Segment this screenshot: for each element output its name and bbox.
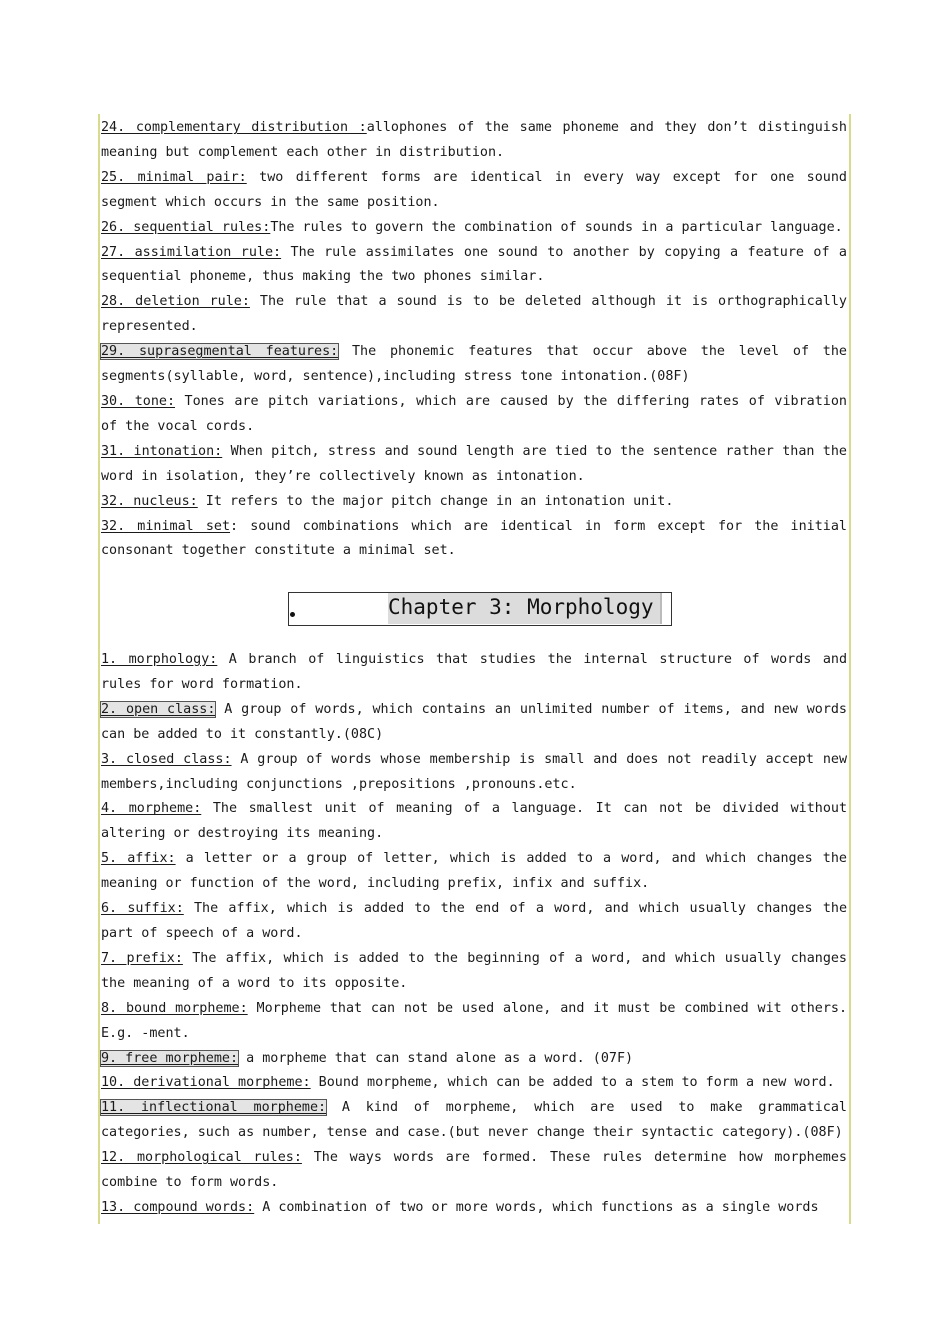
glossary-definition: Morpheme that can not be used alone, and it must be combined wit others. E.g. -ment. xyxy=(101,1000,848,1041)
glossary-definition: A kind of morpheme, which are used to make grammatical categories, such as number, tense and case.(but never change their syntactic category).(08F) xyxy=(101,1100,847,1141)
glossary-entry xyxy=(101,1146,847,1196)
right-margin-bar xyxy=(849,114,851,1224)
glossary-term: 4. morpheme: xyxy=(101,801,202,817)
glossary-term: 32. nucleus: xyxy=(101,493,198,509)
glossary-entry xyxy=(101,947,847,997)
glossary-entry xyxy=(101,748,847,798)
glossary-section-phonology xyxy=(101,116,847,564)
glossary-entry xyxy=(101,1071,847,1096)
glossary-definition: The rule assimilates one sound to another by copying a feature of a sequential phoneme, thus making the two phones similar. xyxy=(101,244,847,285)
glossary-definition: The affix, which is added to the beginning of a word, and which usually changes the meaning of a word to its opposite. xyxy=(101,950,847,991)
glossary-term: 32. minimal set xyxy=(101,518,231,534)
glossary-entry xyxy=(101,897,847,947)
glossary-term: 30. tone: xyxy=(101,393,176,409)
glossary-term: 31. intonation: xyxy=(101,443,223,459)
glossary-entry xyxy=(101,340,847,390)
glossary-entry xyxy=(101,216,847,241)
glossary-term-highlighted: 2. open class: xyxy=(101,701,216,717)
glossary-term-highlighted: 9. free morpheme: xyxy=(101,1050,239,1066)
glossary-definition: The rule that a sound is to be deleted although it is orthographically represented. xyxy=(101,294,847,335)
glossary-definition: When pitch, stress and sound length are tied to the sentence rather than the word in isolation, they’re collectively known as intonation. xyxy=(101,443,847,484)
glossary-term: 26. sequential rules: xyxy=(101,219,271,235)
glossary-term: 13. compound words: xyxy=(101,1199,255,1215)
glossary-term: 27. assimilation rule: xyxy=(101,244,282,260)
glossary-entry xyxy=(101,1196,847,1221)
glossary-term: 1. morphology: xyxy=(101,652,218,667)
glossary-entry xyxy=(101,1047,847,1072)
glossary-entry xyxy=(101,698,847,748)
glossary-definition: A combination of two or more words, which functions as a single words xyxy=(254,1199,819,1215)
glossary-definition: Bound morpheme, which can be added to a stem to form a new word. xyxy=(310,1075,835,1091)
glossary-term: 5. affix: xyxy=(101,851,176,867)
glossary-entry xyxy=(101,390,847,440)
glossary-definition: The affix, which is added to the end of a word, and which usually changes the part of speech of a word. xyxy=(101,901,848,941)
glossary-definition: A group of words, which contains an unlimited number of items, and new words can be added to it constantly.(08C) xyxy=(101,701,847,742)
glossary-definition: The ways words are formed. These rules determine how morphemes combine to form words. xyxy=(101,1150,847,1191)
glossary-entry xyxy=(101,797,847,847)
glossary-term: 25. minimal pair: xyxy=(101,169,247,185)
glossary-definition: Tones are pitch variations, which are caused by the differing rates of vibration of the vocal cords. xyxy=(101,393,847,434)
glossary-entry xyxy=(101,490,847,515)
left-margin-bar xyxy=(98,114,100,1224)
glossary-term: 3. closed class: xyxy=(101,751,232,767)
glossary-entry xyxy=(101,1096,847,1146)
glossary-definition: The phonemic features that occur above the level of the segments(syllable, word, sentence),including stress tone intonation.(08F) xyxy=(101,344,847,385)
glossary-definition: The smallest unit of meaning of a language. It can not be divided without altering or destroying its meaning. xyxy=(101,801,848,842)
glossary-term: 24. complementary distribution : xyxy=(101,120,367,135)
glossary-entry xyxy=(101,166,847,216)
glossary-term: 7. prefix: xyxy=(101,950,183,966)
glossary-term: 12. morphological rules: xyxy=(101,1150,302,1166)
glossary-section-morphology xyxy=(101,648,847,1221)
glossary-definition: a morpheme that can stand alone as a word. (07F) xyxy=(238,1050,634,1066)
glossary-entry xyxy=(101,847,847,897)
glossary-definition: A branch of linguistics that studies the internal structure of words and rules for word formation. xyxy=(101,652,848,692)
glossary-definition: It refers to the major pitch change in an intonation unit. xyxy=(197,493,674,509)
glossary-definition: : sound combinations which are identical in form except for the initial consonant together constitute a minimal set. xyxy=(101,518,847,559)
chapter-heading: Chapter 3: Morphology xyxy=(388,593,662,624)
glossary-term: 6. suffix: xyxy=(101,901,184,917)
glossary-definition: A group of words whose membership is small and does not readily accept new members,including conjunctions ,prepositions ,pronouns.etc. xyxy=(101,751,847,792)
glossary-definition: a letter or a group of letter, which is added to a word, and which changes the meaning or function of the word, including prefix, infix and suffix. xyxy=(101,851,847,892)
glossary-term: 8. bound morpheme: xyxy=(101,1000,248,1016)
glossary-term: 10. derivational morpheme: xyxy=(101,1075,311,1091)
glossary-entry xyxy=(101,116,847,166)
glossary-term: 28. deletion rule: xyxy=(101,294,250,310)
glossary-definition: allophones of the same phoneme and they don’t distinguish meaning but complement each other in distribution. xyxy=(101,120,847,160)
glossary-definition: two different forms are identical in every way except for one sound segment which occurs in the same position. xyxy=(101,169,847,210)
glossary-term-highlighted: 11. inflectional morpheme: xyxy=(101,1100,327,1116)
glossary-entry xyxy=(101,440,847,490)
glossary-term-highlighted: 29. suprasegmental features: xyxy=(101,344,339,360)
glossary-entry xyxy=(101,997,847,1047)
glossary-entry xyxy=(101,241,847,291)
bullet-icon xyxy=(290,612,295,617)
glossary-definition: The rules to govern the combination of sounds in a particular language. xyxy=(270,219,843,235)
glossary-entry xyxy=(101,515,847,565)
glossary-entry xyxy=(101,290,847,340)
glossary-entry xyxy=(101,648,847,698)
